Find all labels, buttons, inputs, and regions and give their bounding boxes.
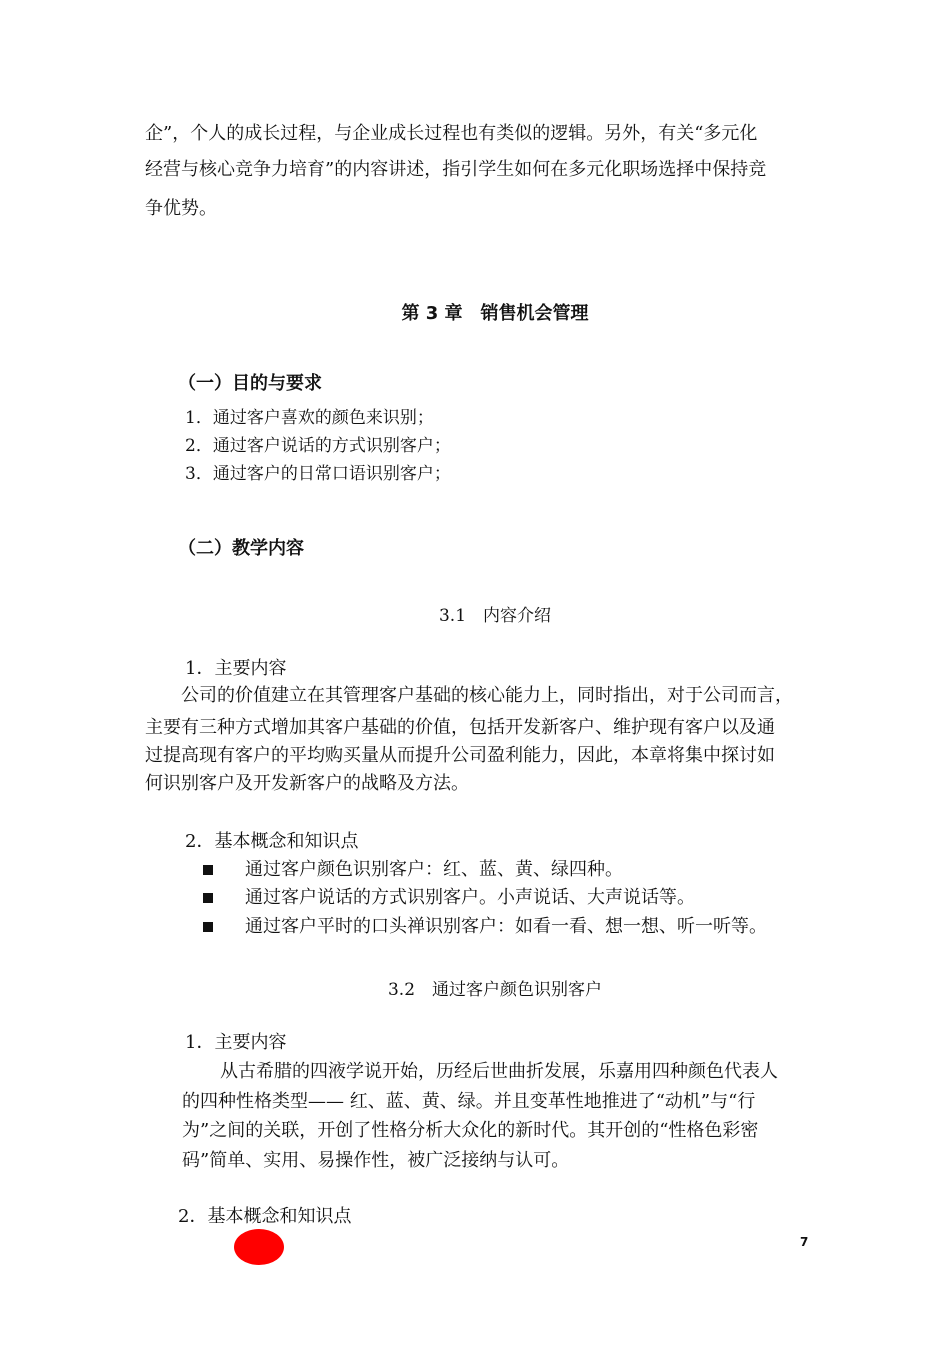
goal-item: 1．通过客户喜欢的颜色来识别；	[185, 408, 434, 428]
paragraph-line: 的四种性格类型—— 红、蓝、黄、绿。并且变革性地推进了“动机”与“行	[182, 1091, 756, 1112]
chapter-title: 第 3 章 销售机会管理	[401, 303, 589, 324]
paragraph-line: 从古希腊的四液学说开始，历经后世曲折发展，乐嘉用四种颜色代表人	[220, 1061, 778, 1082]
paragraph-line: 为”之间的关联，开创了性格分析大众化的新时代。其开创的“性格色彩密	[182, 1120, 759, 1141]
paragraph-line: 何识别客户及开发新客户的战略及方法。	[145, 773, 469, 794]
subsection-title-3-2: 3.2 通过客户颜色识别客户	[387, 980, 603, 1000]
intro-line: 争优势。	[145, 198, 217, 219]
bullet-item: 通过客户说话的方式识别客户。小声说话、大声说话等。	[245, 887, 695, 908]
bullet-marker	[203, 893, 213, 903]
page-number: 7	[800, 1235, 809, 1249]
main-content-heading: 1．主要内容	[185, 1032, 287, 1053]
goal-item: 2．通过客户说话的方式识别客户；	[185, 436, 451, 456]
bullet-item: 通过客户颜色识别客户：红、蓝、黄、绿四种。	[245, 859, 623, 880]
goal-item: 3．通过客户的日常口语识别客户；	[185, 464, 451, 484]
paragraph-line: 公司的价值建立在其管理客户基础的核心能力上，同时指出，对于公司而言，	[181, 685, 793, 706]
paragraph-line: 过提高现有客户的平均购买量从而提升公司盈利能力，因此，本章将集中探讨如	[145, 745, 775, 766]
section-heading-content: （二）教学内容	[178, 538, 304, 559]
section-heading-goals: （一）目的与要求	[178, 373, 322, 394]
bullet-marker	[203, 922, 213, 932]
intro-line: 企”，个人的成长过程，与企业成长过程也有类似的逻辑。另外，有关“多元化	[145, 123, 758, 144]
paragraph-line: 码”简单、实用、易操作性，被广泛接纳与认可。	[182, 1150, 570, 1171]
concepts-heading: 2．基本概念和知识点	[178, 1206, 352, 1227]
bullet-marker	[203, 865, 213, 875]
red-marker-dot	[234, 1229, 284, 1265]
subsection-title-3-1: 3.1 内容介绍	[438, 606, 552, 626]
concepts-heading: 2．基本概念和知识点	[185, 831, 359, 852]
intro-line: 经营与核心竞争力培育”的内容讲述，指引学生如何在多元化职场选择中保持竞	[145, 159, 767, 180]
main-content-heading: 1．主要内容	[185, 658, 287, 679]
paragraph-line: 主要有三种方式增加其客户基础的价值，包括开发新客户、维护现有客户以及通	[145, 717, 775, 738]
bullet-item: 通过客户平时的口头禅识别客户：如看一看、想一想、听一听等。	[245, 916, 767, 937]
